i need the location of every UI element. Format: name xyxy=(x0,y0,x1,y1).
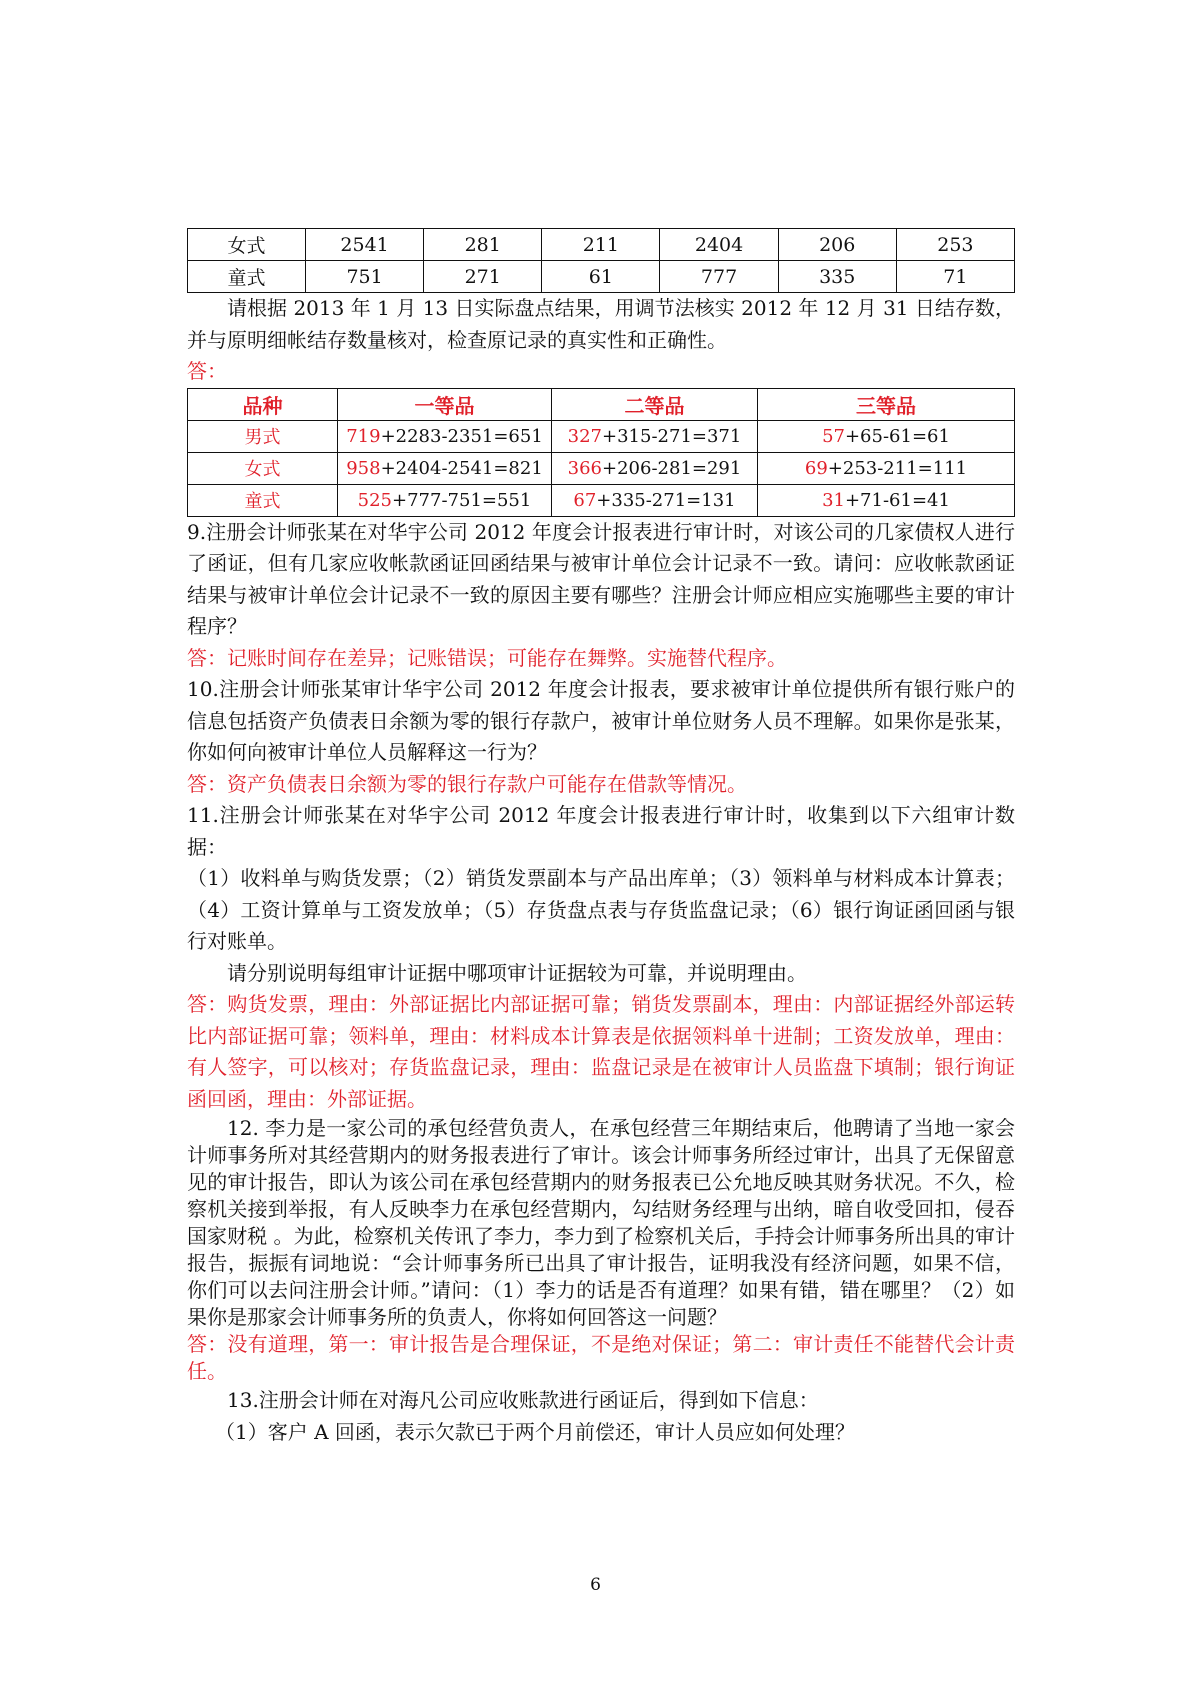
formula-cell xyxy=(758,420,1015,452)
formula-rest: +315-271=371 xyxy=(602,425,742,447)
column-header: 二等品 xyxy=(552,388,758,420)
formula-rest: +71-61=41 xyxy=(844,489,950,511)
formula-rest: +777-751=551 xyxy=(392,489,532,511)
formula-rest: +253-211=111 xyxy=(827,457,968,479)
table-row xyxy=(188,229,1015,261)
formula-cell xyxy=(758,484,1015,516)
question-9: 9.注册会计师张某在对华宇公司 2012 年度会计报表进行审计时，对该公司的几家债权人进行了函证，但有几家应收帐款函证回函结果与被审计单位会计记录不一致。请问：应收帐款函证结果与被审计单位会计记录不一致的原因主要有哪些？注册会计师应相应实施哪些主要的审计程序？ xyxy=(187,519,1015,638)
formula-cell xyxy=(338,484,552,516)
table-cell: 61 xyxy=(542,261,660,293)
table-cell: 281 xyxy=(424,229,542,261)
formula-rest: +206-281=291 xyxy=(602,457,742,479)
table-cell: 777 xyxy=(660,261,778,293)
formula-cell xyxy=(552,420,758,452)
formula-start-value: 366 xyxy=(567,457,603,479)
formula-start-value: 327 xyxy=(567,425,603,447)
table-cell: 211 xyxy=(542,229,660,261)
formula-cell xyxy=(758,452,1015,484)
column-header: 一等品 xyxy=(338,388,552,420)
row-label: 童式 xyxy=(188,261,306,293)
formula-cell xyxy=(552,452,758,484)
formula-start-value: 525 xyxy=(357,489,393,511)
question-12: 12. 李力是一家公司的承包经营负责人，在承包经营三年期结束后，他聘请了当地一家会计师事务所对其经营期内的财务报表进行了审计。该会计师事务所经过审计，出具了无保留意见的审计报告，即认为该公司在承包经营期内的财务报表已公允地反映其财务状况。不久，检察机关接到举报，有人反映李力在承包经营期内，勾结财务经理与出纳，暗自收受回扣，侵吞国家财税 。为此，检察机关传讯了李力，李力到了检察机关后，手持会计师事务所出具的审计报告，振振有词地说：“会计师事务所已出具了审计报告，证明我没有经济问题，如果不信，你们可以去问注册会计师。”请问：（1）李力的话是否有道理？如果有错，错在哪里？（2）如果你是那家会计师事务所的负责人，你将如何回答这一问题？ xyxy=(187,1116,1015,1329)
formula-rest: +2404-2541=821 xyxy=(380,457,543,479)
row-label: 男式 xyxy=(188,420,338,452)
question-10: 10.注册会计师张某审计华宇公司 2012 年度会计报表，要求被审计单位提供所有银行账户的信息包括资产负债表日余额为零的银行存款户，被审计单位财务人员不理解。如果你是张某，你如何向被审计单位人员解释这一行为？ xyxy=(187,677,1015,764)
answer-9: 答：记账时间存在差异；记账错误；可能存在舞弊。实施替代程序。 xyxy=(187,645,787,670)
answer-10: 答：资产负债表日余额为零的银行存款户可能存在借款等情况。 xyxy=(187,771,747,796)
formula-rest: +335-271=131 xyxy=(596,489,736,511)
formula-cell xyxy=(338,452,552,484)
column-header: 品种 xyxy=(188,388,338,420)
answer-11: 答：购货发票，理由：外部证据比内部证据可靠；销货发票副本，理由：内部证据经外部运转比内部证据可靠；领料单，理由：材料成本计算表是依据领料单十进制；工资发放单，理由：有人签字，可以核对；存货监盘记录，理由：监盘记录是在被审计人员监盘下填制；银行询证函回函，理由：外部证据。 xyxy=(187,992,1015,1111)
formula-rest: +2283-2351=651 xyxy=(380,425,543,447)
table-row xyxy=(188,420,1015,452)
formula-start-value: 67 xyxy=(573,489,597,511)
question-11-ask: 请分别说明每组审计证据中哪项审计证据较为可靠，并说明理由。 xyxy=(227,960,807,985)
formula-cell xyxy=(552,484,758,516)
table-cell: 271 xyxy=(424,261,542,293)
question-12-block xyxy=(187,1115,1015,1385)
page-number: 6 xyxy=(590,1575,601,1595)
answer-label: 答： xyxy=(187,359,227,383)
table-cell: 253 xyxy=(896,229,1014,261)
table-cell: 71 xyxy=(896,261,1014,293)
question-13: 13.注册会计师在对海凡公司应收账款进行函证后，得到如下信息： xyxy=(227,1388,819,1412)
table-row xyxy=(188,484,1015,516)
answer-12: 答：没有道理，第一：审计报告是合理保证，不是绝对保证；第二：审计责任不能替代会计责任。 xyxy=(187,1332,1015,1383)
formula-rest: +65-61=61 xyxy=(844,425,950,447)
question-11: 11.注册会计师张某在对华宇公司 2012 年度会计报表进行审计时，收集到以下六组审计数据： xyxy=(187,803,1015,859)
table-row xyxy=(188,261,1015,293)
reconciliation-table xyxy=(187,388,1015,517)
table-row xyxy=(188,452,1015,484)
table-cell: 2404 xyxy=(660,229,778,261)
row-label: 女式 xyxy=(188,452,338,484)
formula-start-value: 719 xyxy=(346,425,381,447)
inventory-table xyxy=(187,228,1015,293)
page-content xyxy=(187,228,1015,1448)
formula-start-value: 958 xyxy=(346,457,381,479)
formula-start-value: 69 xyxy=(804,457,828,479)
column-header: 三等品 xyxy=(758,388,1015,420)
task-paragraph: 请根据 2013 年 1 月 13 日实际盘点结果，用调节法核实 2012 年 12 月 31 日结存数，并与原明细帐结存数量核对，检查原记录的真实性和正确性。 xyxy=(187,296,1015,352)
formula-start-value: 57 xyxy=(822,425,845,447)
formula-start-value: 31 xyxy=(822,489,845,511)
formula-cell xyxy=(338,420,552,452)
row-label: 女式 xyxy=(188,229,306,261)
table-cell: 2541 xyxy=(306,229,424,261)
table-cell: 751 xyxy=(306,261,424,293)
question-11-items: （1）收料单与购货发票；（2）销货发票副本与产品出库单；（3）领料单与材料成本计算表；（4）工资计算单与工资发放单；（5）存货盘点表与存货监盘记录；（6）银行询证函回函与银行对账单。 xyxy=(187,866,1015,953)
table-cell: 206 xyxy=(778,229,896,261)
row-label: 童式 xyxy=(188,484,338,516)
question-13-item-1: （1）客户 A 回函，表示欠款已于两个月前偿还，审计人员应如何处理？ xyxy=(215,1419,855,1444)
table-cell: 335 xyxy=(778,261,896,293)
